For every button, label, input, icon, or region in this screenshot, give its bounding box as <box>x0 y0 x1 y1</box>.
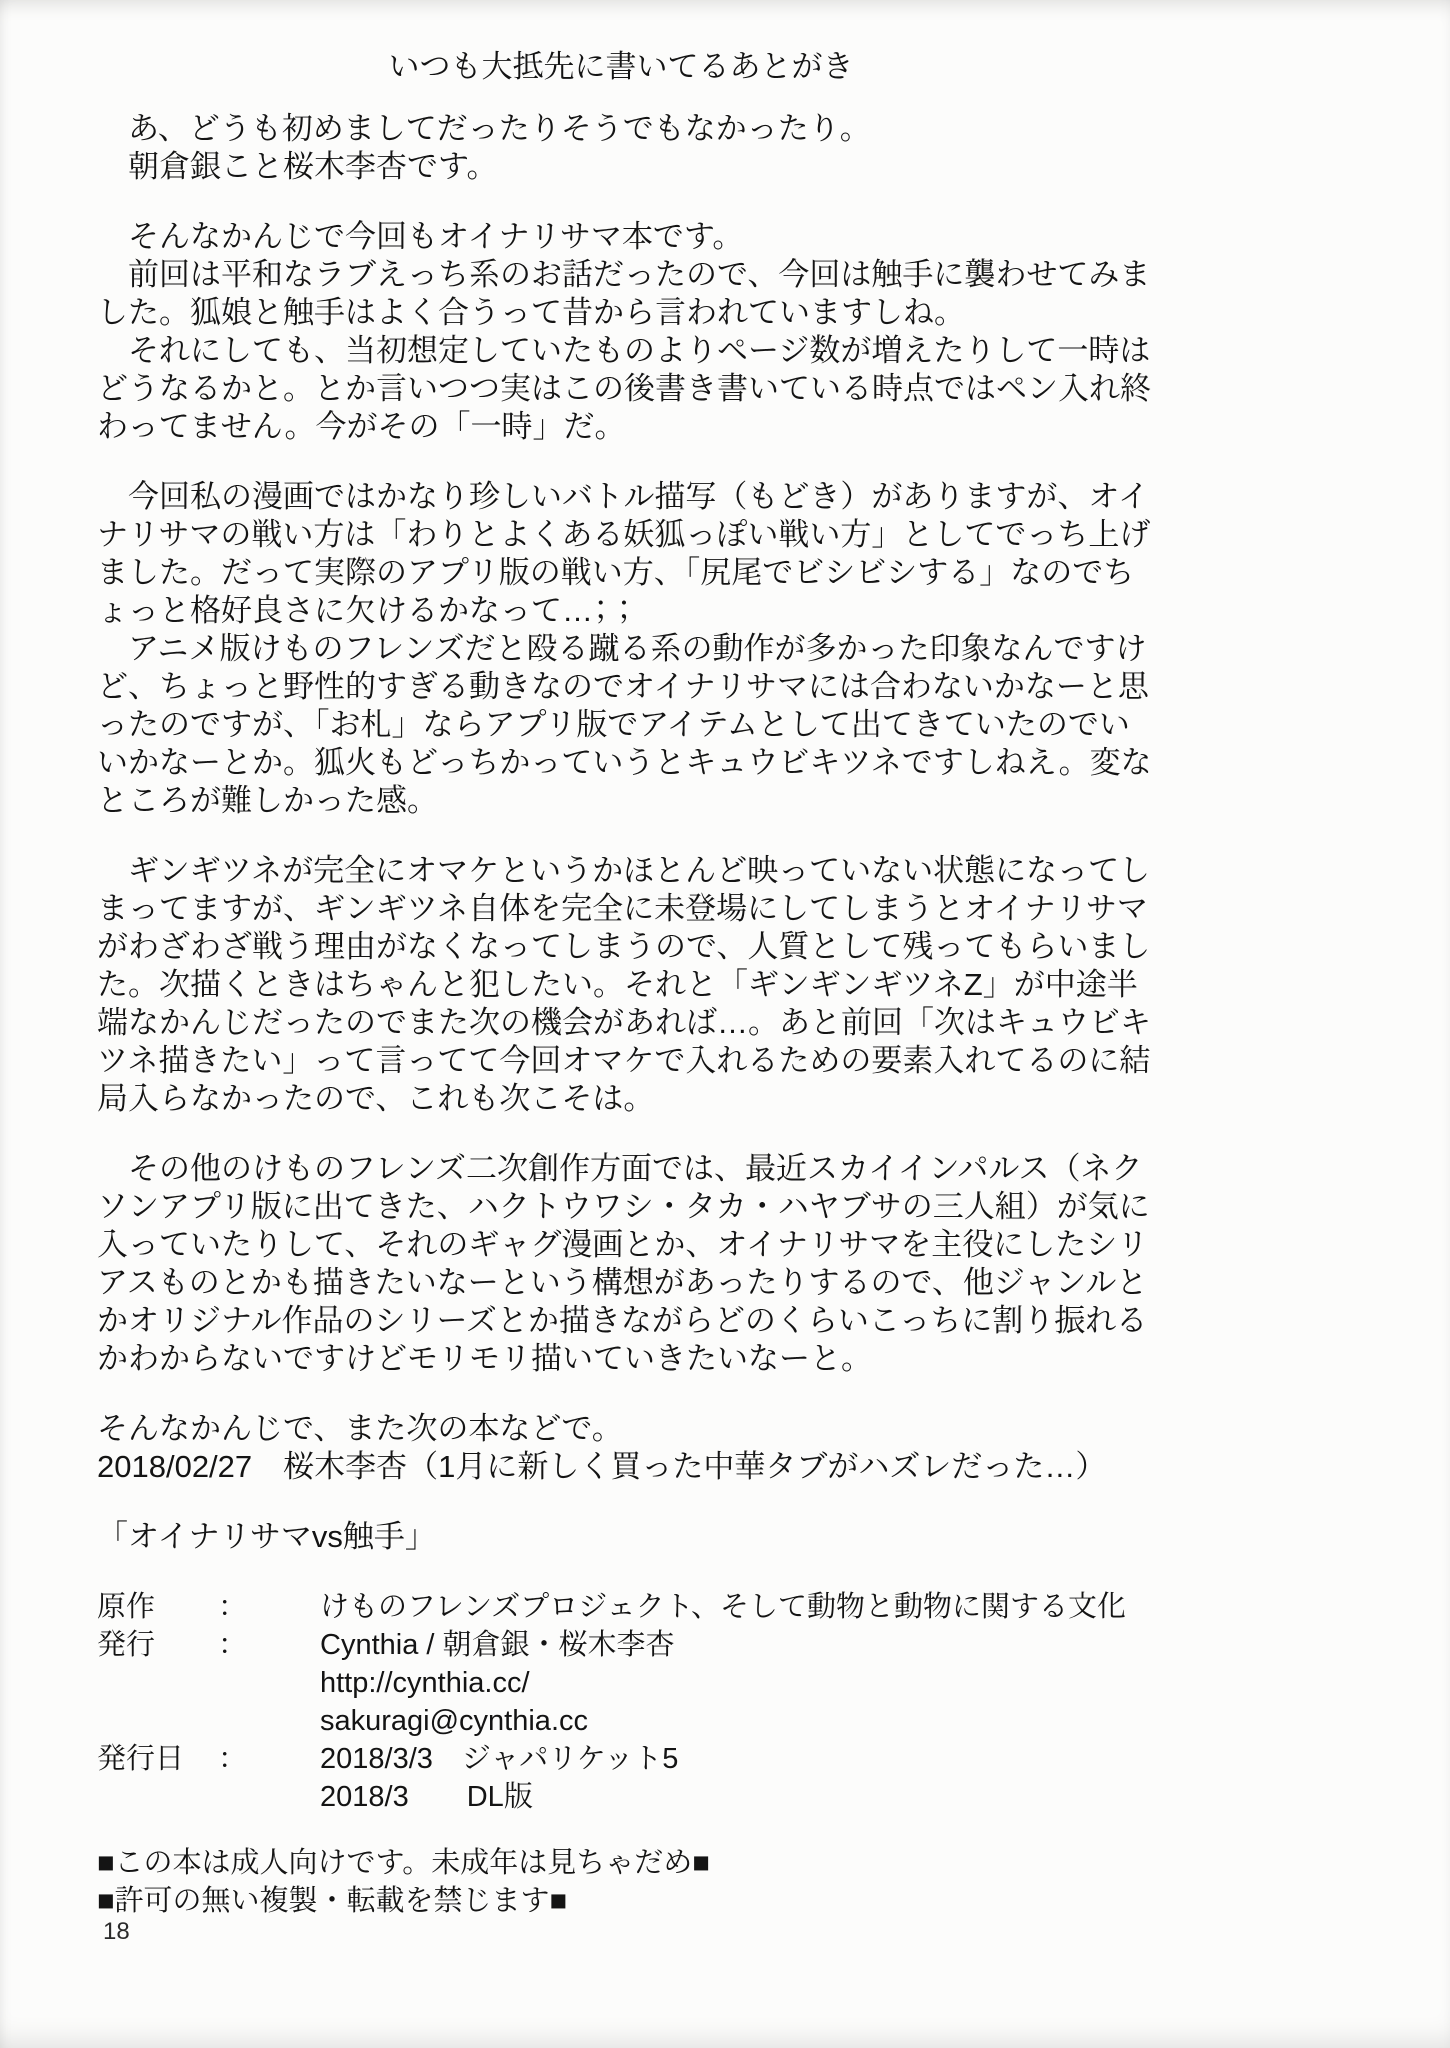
text-line: かオリジナル作品のシリーズとか描きながらどのくらいこっちに割り振れる <box>97 1303 1148 1338</box>
text-line: 局入らなかったので、これも次こそは。 <box>97 1081 655 1116</box>
colophon-label: 原作 <box>97 1591 156 1623</box>
text-line: そんなかんじで、また次の本などで。 <box>97 1411 623 1446</box>
text-line: わってません。今がその「一時」だ。 <box>97 409 626 444</box>
text-line: ツネ描きたい」って言ってて今回オマケで入れるための要素入れてるのに結 <box>97 1043 1151 1078</box>
text-line: ど、ちょっと野性的すぎる動きなのでオイナリサマには合わないかなーと思 <box>97 669 1149 704</box>
text-line: そんなかんじで今回もオイナリサマ本です。 <box>97 219 744 254</box>
paragraph <box>97 110 1353 186</box>
text-line: した。狐娘と触手はよく合うって昔から言われていますしね。 <box>97 295 965 330</box>
text-line: 2018/02/27 桜木李杏（1月に新しく買った中華タブがハズレだった…） <box>97 1449 1107 1484</box>
colophon-value: Cynthia / 朝倉銀・桜木李杏 <box>320 1629 675 1661</box>
colophon-colon <box>218 1702 320 1740</box>
colophon-row <box>97 1740 1353 1778</box>
paragraph <box>97 1150 1353 1378</box>
text-line: アニメ版けものフレンズだと殴る蹴る系の動作が多かった印象なんですけ <box>97 631 1147 666</box>
colophon-colon: ： <box>218 1591 248 1623</box>
text-line: 端なかんじだったのでまた次の機会があれば…。あと前回「次はキュウビキ <box>97 1005 1151 1040</box>
text-line: た。次描くときはちゃんと犯したい。それと「ギンギンギツネZ」が中途半 <box>97 967 1138 1002</box>
book-title-line: 「オイナリサマvs触手」 <box>97 1519 436 1554</box>
colophon-colon: ： <box>218 1743 248 1775</box>
colophon-colon <box>218 1778 320 1816</box>
text-line: がわざわざ戦う理由がなくなってしまうので、人質として残ってもらいまし <box>97 929 1151 964</box>
paragraph <box>97 852 1353 1118</box>
colophon-value: 2018/3 DL版 <box>320 1781 533 1813</box>
paragraph <box>97 478 1353 820</box>
text-line: ソンアプリ版に出てきた、ハクトウワシ・タカ・ハヤブサの三人組）が気に <box>97 1189 1150 1224</box>
text-line: アスものとかも描きたいなーという構想があったりするので、他ジャンルと <box>97 1265 1148 1300</box>
colophon-value: 2018/3/3 ジャパリケット5 <box>320 1743 679 1775</box>
text-line: ょっと格好良さに欠けるかなって…；； <box>97 593 640 628</box>
colophon-label <box>97 1778 218 1816</box>
colophon-value: けものフレンズプロジェクト、そして動物と動物に関する文化 <box>320 1591 1127 1623</box>
text-line: 前回は平和なラブえっち系のお話だったので、今回は触手に襲わせてみま <box>97 257 1151 292</box>
text-line: あ、どうも初めましてだったりそうでもなかったり。 <box>97 111 871 146</box>
text-line: ったのですが、「お札」ならアプリ版でアイテムとして出てきていたのでい <box>97 707 1130 742</box>
colophon-row <box>97 1702 1353 1740</box>
text-line: ました。だって実際のアプリ版の戦い方、「尻尾でビシビシする」なのでち <box>97 555 1135 590</box>
text-line: ギンギツネが完全にオマケというかほとんど映っていない状態になってし <box>97 853 1151 888</box>
text-line: それにしても、当初想定していたものよりページ数が増えたりして一時は <box>97 333 1151 368</box>
colophon-label <box>97 1664 218 1702</box>
colophon-value: http://cynthia.cc/ <box>320 1667 530 1699</box>
colophon-colon: ： <box>218 1629 248 1661</box>
text-line: ■この本は成人向けです。未成年は見ちゃだめ■ <box>97 1847 710 1879</box>
colophon <box>97 1588 1353 1816</box>
text-line: ■許可の無い複製・転載を禁じます■ <box>97 1885 568 1917</box>
colophon-value: sakuragi@cynthia.cc <box>320 1705 588 1737</box>
text-line: ところが難しかった感。 <box>97 783 438 818</box>
text-line: ナリサマの戦い方は「わりとよくある妖狐っぽい戦い方」としてでっち上げ <box>97 517 1151 552</box>
colophon-row <box>97 1626 1353 1664</box>
colophon-row <box>97 1664 1353 1702</box>
text-line: まってますが、ギンギツネ自体を完全に未登場にしてしまうとオイナリサマ <box>97 891 1148 926</box>
notices <box>97 1844 1353 1920</box>
paragraph <box>97 218 1353 446</box>
afterword-paragraphs <box>97 110 1353 1486</box>
colophon-row <box>97 1588 1353 1626</box>
page-title: いつも大抵先に書いてるあとがき <box>388 49 854 84</box>
colophon-row <box>97 1778 1353 1816</box>
colophon-label <box>97 1702 218 1740</box>
colophon-label: 発行日 <box>97 1743 185 1775</box>
text-line: かわからないですけどモリモリ描いていきたいなーと。 <box>97 1341 872 1376</box>
colophon-label: 発行 <box>97 1629 156 1661</box>
text-line: 入っていたりして、それのギャグ漫画とか、オイナリサマを主役にしたシリ <box>97 1227 1149 1262</box>
text-line: いかなーとか。狐火もどっちかっていうとキュウビキツネですしねえ。変な <box>97 745 1152 780</box>
page-number: 18 <box>103 1918 130 1945</box>
paragraph <box>97 1410 1353 1486</box>
text-line: 今回私の漫画ではかなり珍しいバトル描写（もどき）がありますが、オイ <box>97 479 1149 514</box>
text-line: その他のけものフレンズ二次創作方面では、最近スカイインパルス（ネク <box>97 1151 1143 1186</box>
colophon-colon <box>218 1664 320 1702</box>
text-line: 朝倉銀こと桜木李杏です。 <box>97 149 498 184</box>
text-line: どうなるかと。とか言いつつ実はこの後書き書いている時点ではペン入れ終 <box>97 371 1151 406</box>
